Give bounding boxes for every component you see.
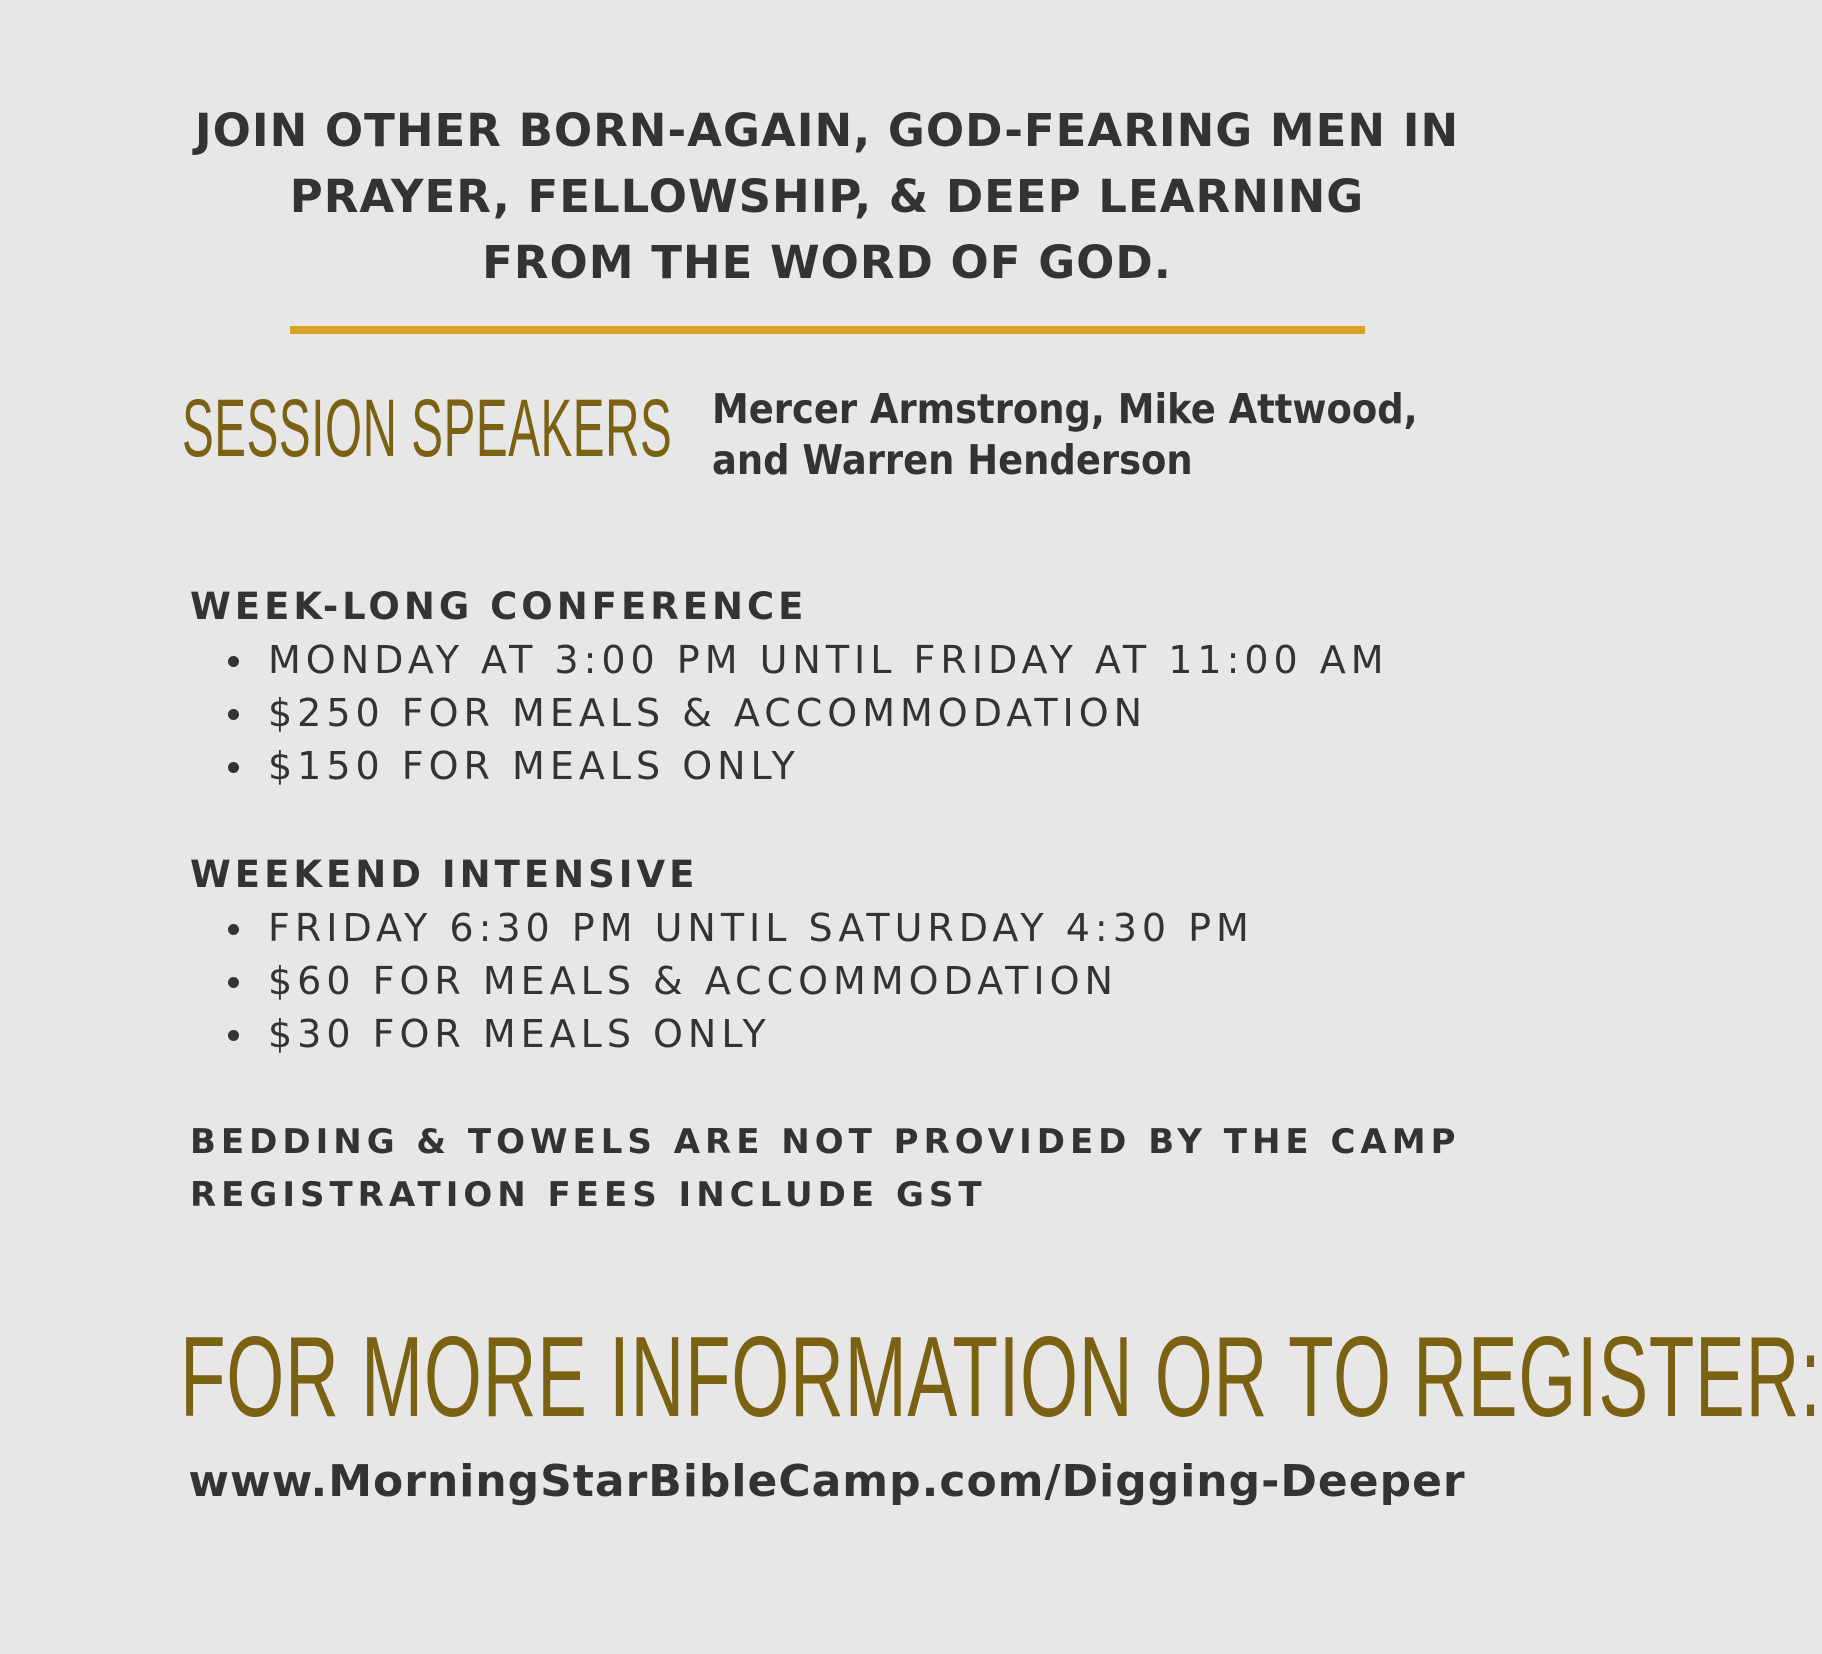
section-title: WEEK-LONG CONFERENCE: [190, 585, 808, 628]
speaker-names: [712, 384, 1418, 486]
list-item: [190, 687, 1389, 740]
list-item-text: $150 FOR MEALS ONLY: [268, 744, 800, 788]
list-item: [190, 740, 1389, 793]
bullet-icon: [228, 762, 239, 773]
register-heading: FOR MORE INFORMATION OR TO REGISTER:: [180, 1314, 1822, 1441]
list-item: [190, 634, 1389, 687]
list-item: [190, 955, 1254, 1008]
weekend-intensive-section: [190, 848, 1254, 1061]
week-long-details-list: [190, 634, 1389, 793]
bullet-icon: [228, 1030, 239, 1041]
list-item: [190, 1008, 1254, 1061]
week-long-conference-section: [190, 580, 1389, 793]
intro-line: PRAYER, FELLOWSHIP, & DEEP LEARNING: [289, 170, 1365, 223]
speaker-names-line: Mercer Armstrong, Mike Attwood,: [712, 385, 1418, 433]
intro-line: FROM THE WORD OF GOD.: [482, 236, 1172, 289]
bullet-icon: [228, 924, 239, 935]
weekend-details-list: [190, 902, 1254, 1061]
bullet-icon: [228, 709, 239, 720]
list-item-text: MONDAY AT 3:00 PM UNTIL FRIDAY AT 11:00 AM: [268, 638, 1389, 682]
speaker-names-line: and Warren Henderson: [712, 436, 1193, 484]
list-item-text: FRIDAY 6:30 PM UNTIL SATURDAY 4:30 PM: [268, 906, 1254, 950]
bullet-icon: [228, 977, 239, 988]
intro-statement: [0, 98, 1654, 296]
gold-divider: [290, 326, 1365, 334]
list-item-text: $250 FOR MEALS & ACCOMMODATION: [268, 691, 1148, 735]
intro-line: JOIN OTHER BORN-AGAIN, GOD-FEARING MEN IN: [194, 104, 1460, 157]
list-item-text: $60 FOR MEALS & ACCOMMODATION: [268, 959, 1118, 1003]
section-title: WEEKEND INTENSIVE: [190, 853, 699, 896]
list-item-text: $30 FOR MEALS ONLY: [268, 1012, 771, 1056]
note-line: REGISTRATION FEES INCLUDE GST: [190, 1175, 987, 1215]
registration-url: www.MorningStarBibleCamp.com/Digging-Deeper: [188, 1456, 1466, 1507]
list-item: [190, 902, 1254, 955]
bullet-icon: [228, 656, 239, 667]
session-speakers-heading: SESSION SPEAKERS: [182, 383, 673, 474]
notes: [190, 1116, 1460, 1222]
note-line: BEDDING & TOWELS ARE NOT PROVIDED BY THE CAMP: [190, 1122, 1461, 1162]
